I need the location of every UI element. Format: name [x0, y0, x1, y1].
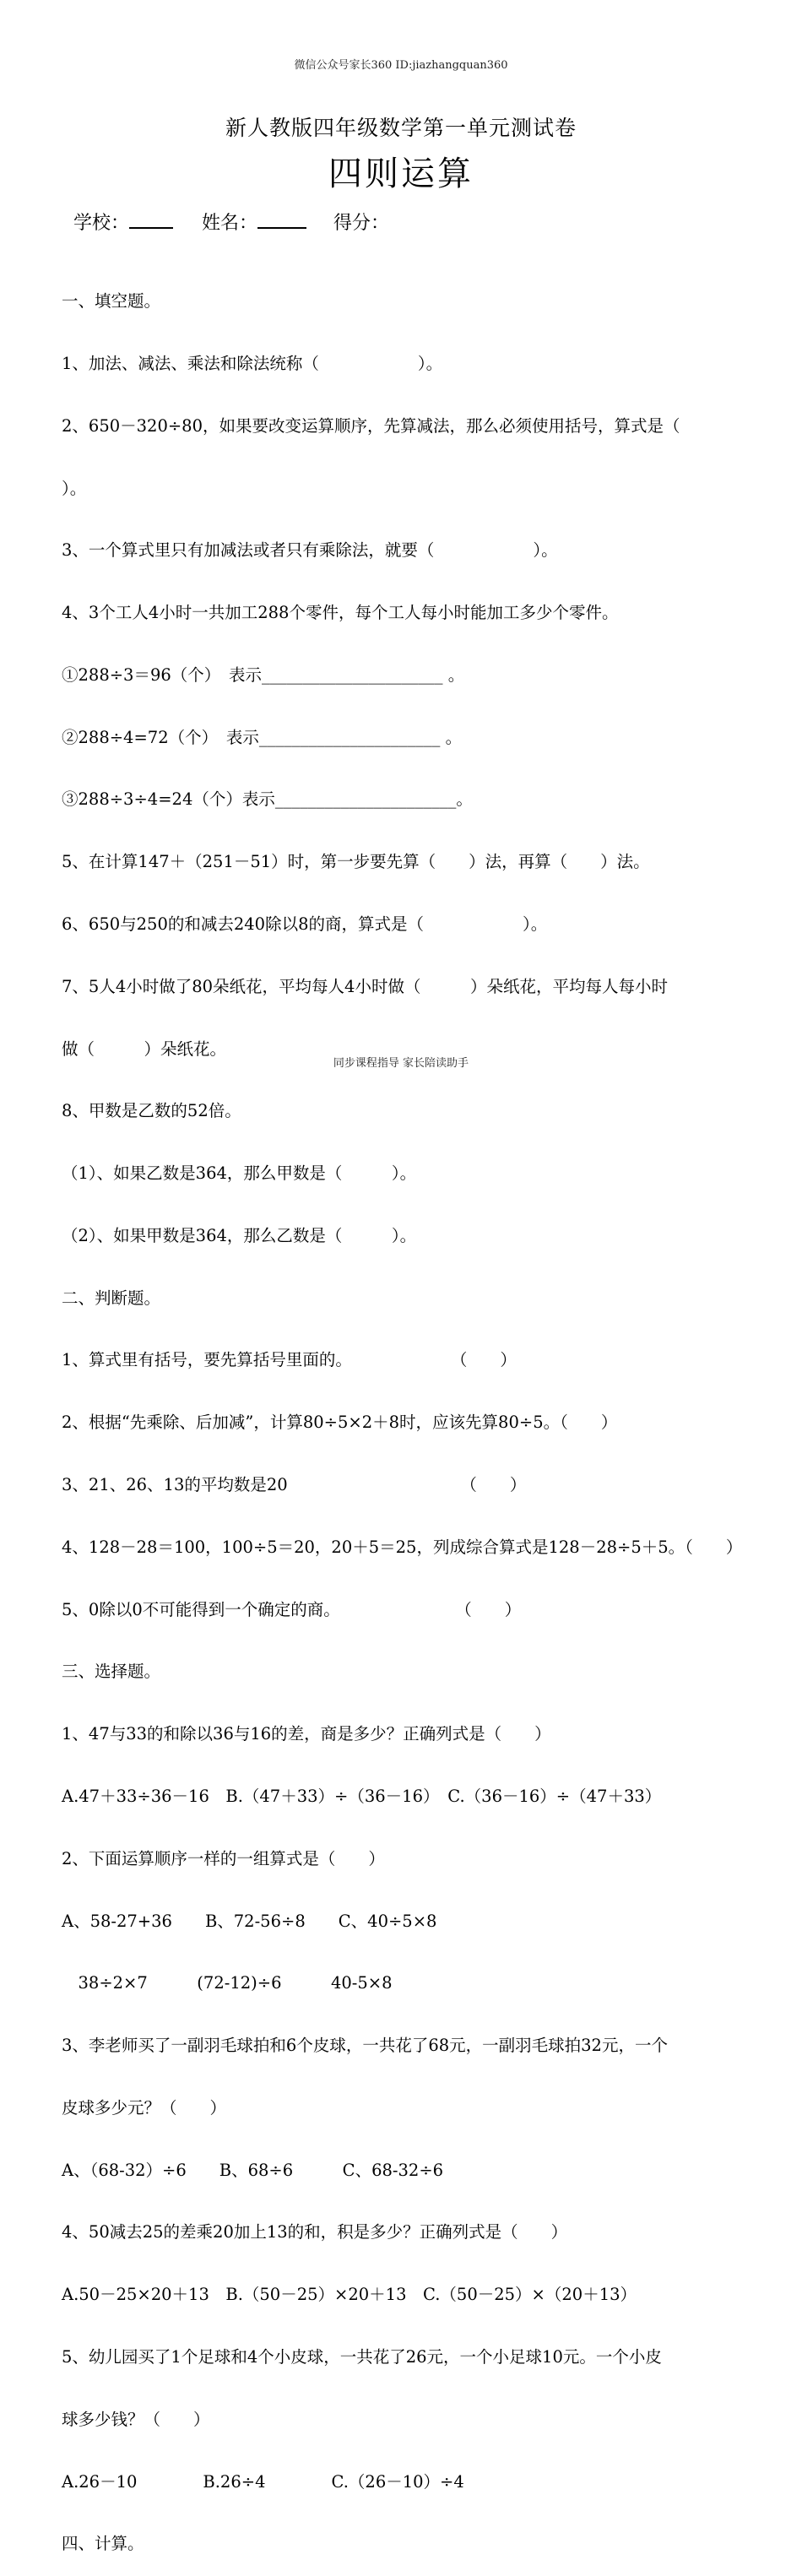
text-line: 二、判断题。	[62, 1288, 161, 1308]
text-line: 球多少钱？（ ）	[62, 2409, 210, 2429]
text-line: 2、650－320÷80，如果要改变运算顺序，先算减法，那么必须使用括号，算式是（	[62, 415, 680, 436]
text-line: 6、650与250的和减去240除以8的商，算式是（ ）。	[62, 914, 548, 934]
text-line: 7、5人4小时做了80朵纸花，平均每人4小时做（ ）朵纸花，平均每人每小时	[62, 976, 668, 996]
text-line: 38÷2×7 (72-12)÷6 40-5×8	[62, 1973, 393, 1993]
text-line: 5、0除以0不可能得到一个确定的商。 （ ）	[62, 1599, 522, 1619]
school-blank[interactable]	[129, 210, 173, 229]
page-subtitle: 新人教版四年级数学第一单元测试卷	[225, 116, 577, 140]
text-line: 4、3个工人4小时一共加工288个零件，每个工人每小时能加工多少个零件。	[62, 603, 619, 623]
text-line: 1、加法、减法、乘法和除法统称（ ）。	[62, 353, 443, 373]
name-label: 姓名：	[202, 213, 258, 234]
text-line: 5、幼儿园买了1个足球和4个小皮球，一共花了26元，一个小足球10元。一个小皮	[62, 2346, 662, 2367]
text-line: A.47＋33÷36－16 B.（47＋33）÷（36－16） C.（36－16）÷（47＋33）	[62, 1786, 662, 1806]
text-line: A、58-27+36 B、72-56÷8 C、40÷5×8	[62, 1911, 437, 1931]
text-line: 一、填空题。	[62, 291, 161, 312]
header-note: 微信公众号家长360 ID:jiazhangquan360	[294, 59, 508, 72]
text-line: 3、21、26、13的平均数是20 （ ）	[62, 1475, 527, 1495]
text-line: 2、根据“先乘除、后加减”，计算80÷5×2＋8时，应该先算80÷5。（ ）	[62, 1413, 618, 1433]
text-line: 皮球多少元？（ ）	[62, 2097, 227, 2118]
text-line: ③288÷3÷4=24（个）表示______________________。	[62, 789, 473, 810]
student-info-line	[62, 187, 389, 235]
text-line: A.26－10 B.26÷4 C.（26－10）÷4	[62, 2471, 464, 2492]
text-line: ①288÷3＝96（个） 表示______________________ 。	[62, 664, 465, 685]
exam-content	[62, 250, 745, 2576]
page-title: 四则运算	[328, 155, 474, 193]
text-line: 5、在计算147＋（251－51）时，第一步要先算（ ）法，再算（ ）法。	[62, 852, 650, 872]
text-line: A.50－25×20＋13 B.（50－25）×20＋13 C.（50－25）×（20＋13）	[62, 2285, 637, 2305]
text-line: 8、甲数是乙数的52倍。	[62, 1101, 241, 1121]
footer-note: 同步课程指导 家长陪读助手	[333, 1057, 469, 1070]
text-line: 1、算式里有括号，要先算括号里面的。 （ ）	[62, 1350, 517, 1370]
score-label: 得分：	[333, 213, 390, 234]
text-line: 四、计算。	[62, 2534, 144, 2554]
text-line: 1、47与33的和除以36与16的差，商是多少？正确列式是（ ）	[62, 1724, 551, 1744]
text-line: ②288÷4=72（个） 表示______________________ 。	[62, 727, 463, 747]
text-line: （2）、如果甲数是364，那么乙数是（ ）。	[62, 1225, 417, 1245]
name-blank[interactable]	[257, 210, 306, 229]
text-line: 3、李老师买了一副羽毛球拍和6个皮球，一共花了68元，一副羽毛球拍32元，一个	[62, 2036, 668, 2056]
text-line: （1）、如果乙数是364，那么甲数是（ ）。	[62, 1163, 417, 1184]
text-line: 三、选择题。	[62, 1662, 161, 1682]
text-line: 2、下面运算顺序一样的一组算式是（ ）	[62, 1848, 385, 1868]
school-label: 学校：	[73, 213, 130, 234]
text-line: 4、128－28＝100，100÷5＝20，20＋5＝25，列成综合算式是128－28÷5＋5。（ ）	[62, 1537, 743, 1557]
text-line: A、（68-32）÷6 B、68÷6 C、68-32÷6	[62, 2160, 444, 2180]
text-line: 4、50减去25的差乘20加上13的和，积是多少？正确列式是（ ）	[62, 2222, 568, 2242]
text-line: 3、一个算式里只有加减法或者只有乘除法，就要（ ）。	[62, 540, 558, 561]
text-line: 做（ ）朵纸花。	[62, 1039, 227, 1059]
text-line: ）。	[62, 478, 87, 498]
